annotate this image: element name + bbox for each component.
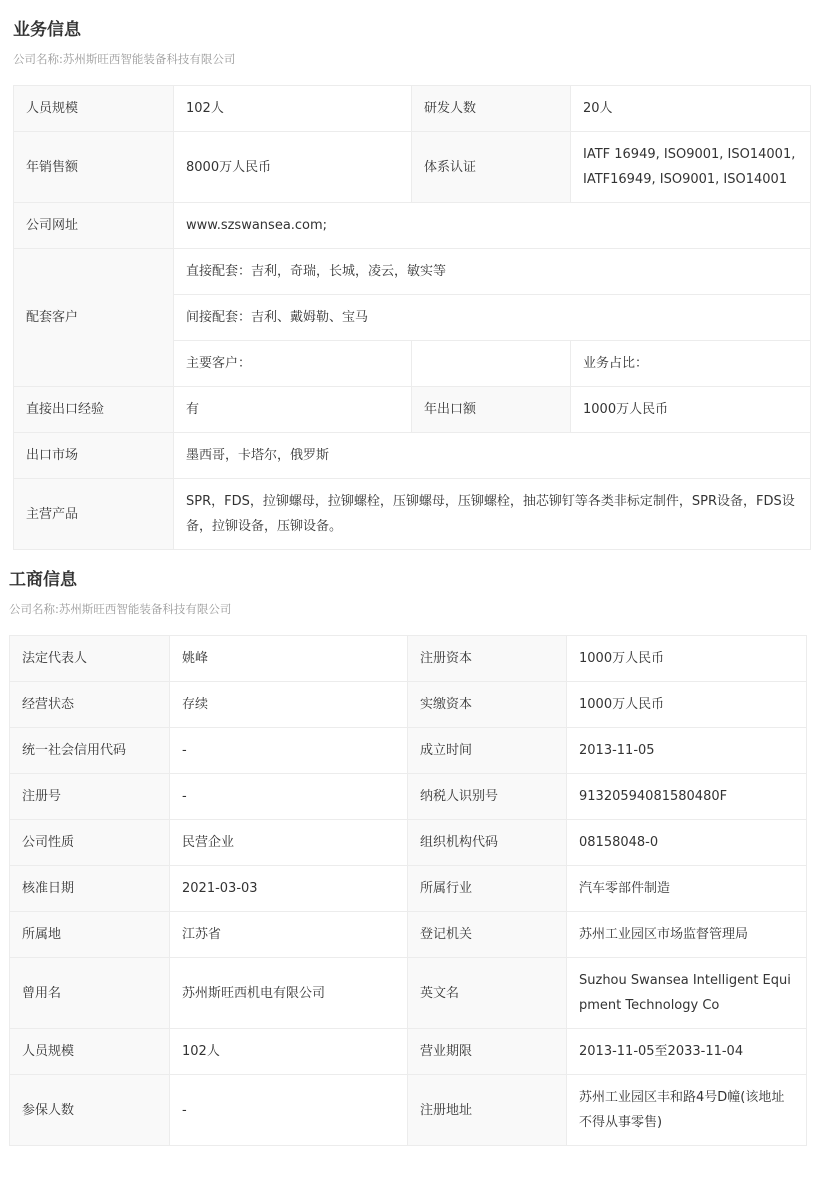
sales-value: 8000万人民币	[174, 132, 412, 203]
table-row	[10, 636, 807, 682]
field-label: 纳税人识别号	[408, 774, 567, 820]
export-exp-value: 有	[174, 387, 412, 433]
field-label: 营业期限	[408, 1029, 567, 1075]
field-value: 91320594081580480F	[567, 774, 807, 820]
field-value: 民营企业	[170, 820, 408, 866]
field-label: 实缴资本	[408, 682, 567, 728]
field-label: 核准日期	[10, 866, 170, 912]
table-row	[14, 249, 811, 295]
field-value: 2021-03-03	[170, 866, 408, 912]
field-value: 苏州斯旺西机电有限公司	[170, 958, 408, 1029]
table-row	[14, 433, 811, 479]
field-label: 注册资本	[408, 636, 567, 682]
registry-section-title: 工商信息	[9, 570, 77, 590]
table-row	[10, 1029, 807, 1075]
field-label: 公司性质	[10, 820, 170, 866]
table-row	[14, 132, 811, 203]
rd-value: 20人	[571, 86, 811, 132]
main-customer-blank	[412, 341, 571, 387]
export-market-label: 出口市场	[14, 433, 174, 479]
table-row	[10, 866, 807, 912]
export-exp-label: 直接出口经验	[14, 387, 174, 433]
table-row	[14, 203, 811, 249]
table-row	[14, 86, 811, 132]
table-row	[10, 682, 807, 728]
field-value: 汽车零部件制造	[567, 866, 807, 912]
field-value: -	[170, 1075, 408, 1146]
cert-label: 体系认证	[412, 132, 571, 203]
field-value: 102人	[170, 1029, 408, 1075]
field-value: 姚峰	[170, 636, 408, 682]
table-row	[14, 479, 811, 550]
field-value: 2013-11-05	[567, 728, 807, 774]
field-value: 江苏省	[170, 912, 408, 958]
field-label: 注册地址	[408, 1075, 567, 1146]
table-row	[10, 774, 807, 820]
field-label: 登记机关	[408, 912, 567, 958]
field-label: 组织机构代码	[408, 820, 567, 866]
field-label: 参保人数	[10, 1075, 170, 1146]
table-row	[10, 728, 807, 774]
table-row	[14, 387, 811, 433]
staff-value: 102人	[174, 86, 412, 132]
field-label: 人员规模	[10, 1029, 170, 1075]
registry-company-name: 公司名称:苏州斯旺西智能装备科技有限公司	[9, 602, 232, 616]
cert-value: IATF 16949, ISO9001, ISO14001, IATF16949, ISO9001, ISO14001	[571, 132, 811, 203]
field-label: 成立时间	[408, 728, 567, 774]
field-value: -	[170, 774, 408, 820]
registry-info-table	[9, 635, 807, 1146]
business-share-value: 业务占比：	[571, 341, 811, 387]
table-row	[10, 820, 807, 866]
field-value: 苏州工业园区市场监督管理局	[567, 912, 807, 958]
main-customer-value: 主要客户：	[174, 341, 412, 387]
field-value: 苏州工业园区丰和路4号D幢(该地址不得从事零售)	[567, 1075, 807, 1146]
field-label: 注册号	[10, 774, 170, 820]
staff-label: 人员规模	[14, 86, 174, 132]
table-row	[10, 1075, 807, 1146]
business-info-table	[13, 85, 811, 550]
export-amount-label: 年出口额	[412, 387, 571, 433]
website-label: 公司网址	[14, 203, 174, 249]
field-label: 所属地	[10, 912, 170, 958]
field-value: 存续	[170, 682, 408, 728]
field-label: 曾用名	[10, 958, 170, 1029]
direct-customers-value: 直接配套：吉利，奇瑞，长城，凌云，敏实等	[174, 249, 811, 295]
export-amount-value: 1000万人民币	[571, 387, 811, 433]
field-label: 英文名	[408, 958, 567, 1029]
field-label: 经营状态	[10, 682, 170, 728]
export-market-value: 墨西哥，卡塔尔，俄罗斯	[174, 433, 811, 479]
sales-label: 年销售额	[14, 132, 174, 203]
field-value: 1000万人民币	[567, 636, 807, 682]
table-row	[10, 912, 807, 958]
website-value: www.szswansea.com;	[174, 203, 811, 249]
business-company-name: 公司名称:苏州斯旺西智能装备科技有限公司	[13, 52, 236, 66]
field-value: 2013-11-05至2033-11-04	[567, 1029, 807, 1075]
field-label: 法定代表人	[10, 636, 170, 682]
field-label: 所属行业	[408, 866, 567, 912]
field-value: 08158048-0	[567, 820, 807, 866]
indirect-customers-value: 间接配套：吉利、戴姆勒、宝马	[174, 295, 811, 341]
customers-label: 配套客户	[14, 249, 174, 387]
business-section-title: 业务信息	[13, 20, 81, 40]
field-label: 统一社会信用代码	[10, 728, 170, 774]
field-value: -	[170, 728, 408, 774]
field-value: 1000万人民币	[567, 682, 807, 728]
products-value: SPR，FDS，拉铆螺母，拉铆螺栓，压铆螺母，压铆螺栓，抽芯铆钉等各类非标定制件，SPR设备，FDS设备，拉铆设备，压铆设备。	[174, 479, 811, 550]
rd-label: 研发人数	[412, 86, 571, 132]
products-label: 主营产品	[14, 479, 174, 550]
field-value: Suzhou Swansea Intelligent Equipment Technology Co	[567, 958, 807, 1029]
table-row	[10, 958, 807, 1029]
